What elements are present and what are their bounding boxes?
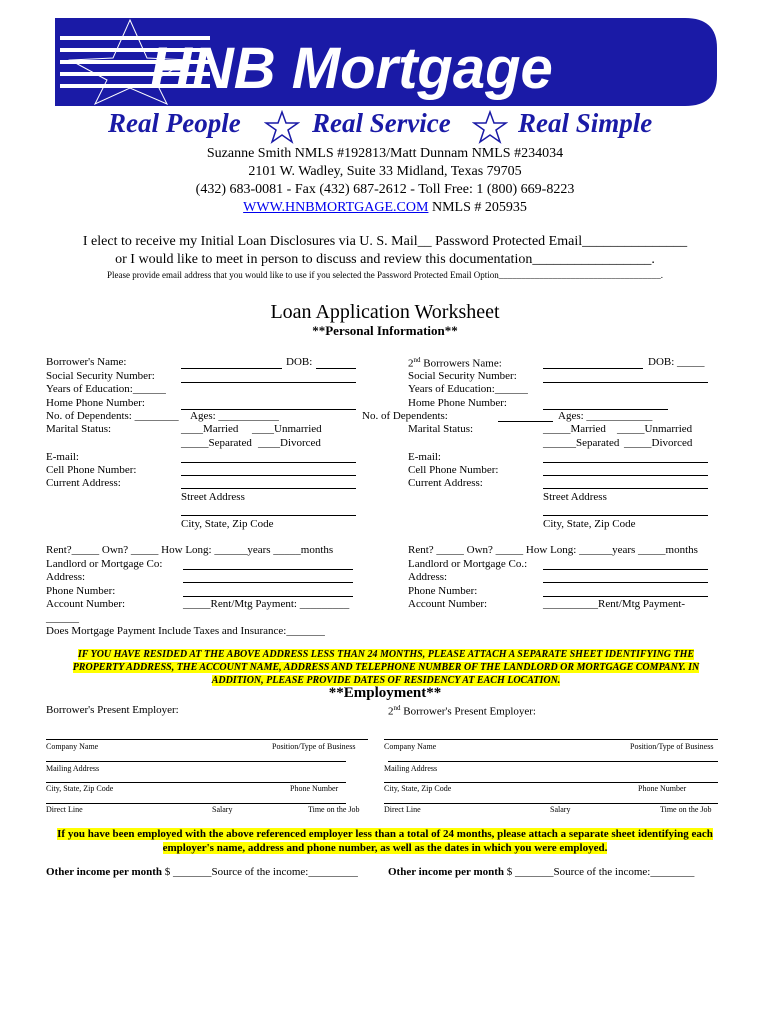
- b2-salary-label: Salary: [550, 805, 571, 814]
- b1-cell-field[interactable]: [181, 475, 356, 476]
- star-outline-icon: [472, 110, 508, 144]
- b2-dependents-field[interactable]: [498, 421, 553, 422]
- b2-cell-label: Cell Phone Number:: [408, 464, 499, 476]
- b2-mailing-label: Mailing Address: [384, 764, 438, 773]
- b1-time-label: Time on the Job: [308, 805, 360, 814]
- b2-employer-label: 2nd Borrower's Present Employer:: [388, 704, 536, 718]
- tagline-real-simple: Real Simple: [518, 108, 653, 138]
- b1-landlord-phone-label: Phone Number:: [46, 585, 116, 597]
- website-link[interactable]: WWW.HNBMORTGAGE.COM: [243, 200, 429, 215]
- b2-education-field[interactable]: Years of Education:______: [408, 383, 528, 395]
- b2-divorced-option[interactable]: _____Divorced: [624, 437, 693, 449]
- b1-landlord-label: Landlord or Mortgage Co:: [46, 558, 163, 570]
- b2-position-label: Position/Type of Business: [630, 742, 714, 751]
- website-line: [0, 200, 770, 216]
- b2-rent-own-line[interactable]: Rent? _____ Own? _____ How Long: ______years _____months: [408, 544, 698, 556]
- b1-city-field[interactable]: [181, 515, 356, 516]
- b1-address-label: Current Address:: [46, 477, 121, 489]
- b1-city-label: City, State, Zip Code: [181, 518, 274, 530]
- b1-mailing-field[interactable]: [46, 761, 346, 762]
- b1-email-label: E-mail:: [46, 451, 79, 463]
- b2-dob-field[interactable]: DOB: _____: [648, 356, 705, 368]
- b2-email-label: E-mail:: [408, 451, 441, 463]
- b2-direct-label: Direct Line: [384, 805, 421, 814]
- phone-numbers: (432) 683-0081 - Fax (432) 687-2612 - Toll Free: 1 (800) 669-8223: [195, 182, 575, 197]
- employment-warning: If you have been employed with the above referenced employer less than a total of 24 months, please attach a separate sheet identifying each employer's name, address and phone number, as well as the dates in which you were employed.: [57, 828, 713, 854]
- b1-landlord-address-field[interactable]: [183, 582, 353, 583]
- b2-direct-field[interactable]: [384, 803, 718, 804]
- company-nmls: NMLS # 205935: [428, 200, 527, 215]
- b1-address-field[interactable]: [181, 488, 356, 489]
- taxes-insurance-question[interactable]: Does Mortgage Payment Include Taxes and Insurance:_______: [46, 625, 325, 637]
- employment-heading: **Employment**: [328, 685, 442, 701]
- b1-other-income[interactable]: Other income per month $ _______Source of the income:_________: [46, 866, 358, 878]
- b1-unmarried-option[interactable]: ____Unmarried: [252, 423, 322, 435]
- b2-mailing-field[interactable]: [388, 761, 718, 762]
- b1-name-field[interactable]: [181, 368, 282, 369]
- b2-city-field[interactable]: [543, 515, 708, 516]
- disclosure-email-note[interactable]: Please provide email address that you would like to use if you selected the Password Protected Email Option____________________________________.: [107, 270, 663, 280]
- b2-married-option[interactable]: _____Married: [543, 423, 606, 435]
- b1-street-label: Street Address: [181, 491, 245, 503]
- b2-payment-overflow[interactable]: ______: [46, 612, 79, 624]
- b2-payment-field[interactable]: __________Rent/Mtg Payment-: [543, 598, 686, 610]
- b2-separated-option[interactable]: ______Separated: [543, 437, 620, 449]
- b2-landlord-phone-field[interactable]: [543, 596, 708, 597]
- b1-position-label: Position/Type of Business: [272, 742, 356, 751]
- b2-marital-label: Marital Status:: [408, 423, 474, 435]
- b1-direct-field[interactable]: [46, 803, 346, 804]
- worksheet-title: Loan Application Worksheet: [270, 301, 500, 323]
- b2-phone-label: Phone Number: [638, 784, 687, 793]
- b1-landlord-address-label: Address:: [46, 571, 86, 583]
- b1-rent-own-line[interactable]: Rent?_____ Own? _____ How Long: ______years _____months: [46, 544, 334, 556]
- b1-divorced-option[interactable]: ____Divorced: [258, 437, 321, 449]
- tagline-real-service: Real Service: [312, 108, 451, 138]
- b2-dependents-label: No. of Dependents:: [362, 410, 448, 422]
- b2-ages-field[interactable]: Ages: ____________: [558, 410, 653, 422]
- b1-marital-label: Marital Status:: [46, 423, 112, 435]
- residence-warning: IF YOU HAVE RESIDED AT THE ABOVE ADDRESS LESS THAN 24 MONTHS, PLEASE ATTACH A SEPARATE SHEET IDENTIFYING THE PROPERTY ADDRESS, THE ACCOUNT NAME, ADDRESS AND TELEPHONE NUMBER OF THE LANDLORD OR MORTGAGE COMPANY. IN ADDITION, PLEASE PROVIDE DATES OF RESIDENCY AT EACH LOCATION.: [72, 649, 700, 686]
- logo-brand-text: HNB Mortgage: [150, 36, 553, 101]
- b1-city-field[interactable]: [46, 782, 346, 783]
- b1-account-label: Account Number:: [46, 598, 126, 610]
- b1-ssn-field[interactable]: [181, 382, 356, 383]
- disclosure-option-line-2[interactable]: or I would like to meet in person to discuss and review this documentation_________________.: [115, 252, 655, 267]
- b2-landlord-phone-label: Phone Number:: [408, 585, 478, 597]
- b1-married-option[interactable]: ____Married: [181, 423, 239, 435]
- b1-direct-label: Direct Line: [46, 805, 83, 814]
- b2-email-field[interactable]: [543, 462, 708, 463]
- b2-company-field[interactable]: [384, 739, 718, 740]
- personal-info-heading: **Personal Information**: [312, 323, 458, 338]
- b2-city-field[interactable]: [384, 782, 718, 783]
- b1-name-label: Borrower's Name:: [46, 356, 127, 368]
- b1-education-field[interactable]: Years of Education:______: [46, 383, 166, 395]
- b2-landlord-address-label: Address:: [408, 571, 448, 583]
- office-address: 2101 W. Wadley, Suite 33 Midland, Texas 79705: [248, 164, 522, 179]
- b1-home-phone-label: Home Phone Number:: [46, 397, 145, 409]
- b2-address-field[interactable]: [543, 488, 708, 489]
- b1-salary-label: Salary: [212, 805, 233, 814]
- b2-city-state-label: City, State, Zip Code: [384, 784, 452, 793]
- b1-dob-field[interactable]: [316, 368, 356, 369]
- b2-cell-field[interactable]: [543, 475, 708, 476]
- b1-payment-field[interactable]: _____Rent/Mtg Payment: _________: [183, 598, 350, 610]
- b2-home-phone-label: Home Phone Number:: [408, 397, 507, 409]
- b2-street-label: Street Address: [543, 491, 607, 503]
- hnb-mortgage-logo: [55, 18, 717, 106]
- b1-separated-option[interactable]: _____Separated: [181, 437, 252, 449]
- b1-ages-field[interactable]: Ages: ___________: [190, 410, 279, 422]
- b2-landlord-field[interactable]: [543, 569, 708, 570]
- b2-ssn-field[interactable]: [543, 382, 708, 383]
- b1-mailing-label: Mailing Address: [46, 764, 100, 773]
- b1-dob-label: DOB:: [286, 356, 313, 368]
- tagline-real-people: Real People: [108, 108, 241, 138]
- b1-cell-label: Cell Phone Number:: [46, 464, 137, 476]
- b2-ssn-label: Social Security Number:: [408, 370, 517, 382]
- b2-landlord-address-field[interactable]: [543, 582, 708, 583]
- b2-city-label: City, State, Zip Code: [543, 518, 636, 530]
- b1-email-field[interactable]: [181, 462, 356, 463]
- disclosure-option-line-1[interactable]: I elect to receive my Initial Loan Disclosures via U. S. Mail__ Password Protected Email_______________: [82, 234, 688, 249]
- b2-address-label: Current Address:: [408, 477, 483, 489]
- b2-unmarried-option[interactable]: _____Unmarried: [617, 423, 693, 435]
- b1-dependents-field[interactable]: No. of Dependents: ________: [46, 410, 179, 422]
- loan-officer-names: Suzanne Smith NMLS #192813/Matt Dunnam NMLS #234034: [206, 146, 564, 161]
- b1-landlord-field[interactable]: [183, 569, 353, 570]
- b2-account-label: Account Number:: [408, 598, 488, 610]
- b2-other-income[interactable]: Other income per month $ _______Source of the income:________: [388, 866, 695, 878]
- star-outline-icon: [264, 110, 300, 144]
- b2-company-label: Company Name: [384, 742, 437, 751]
- b1-employer-label: Borrower's Present Employer:: [46, 704, 179, 716]
- b1-company-field[interactable]: [46, 739, 368, 740]
- b1-city-state-label: City, State, Zip Code: [46, 784, 114, 793]
- b2-landlord-label: Landlord or Mortgage Co.:: [408, 558, 528, 570]
- b1-landlord-phone-field[interactable]: [183, 596, 353, 597]
- b1-company-label: Company Name: [46, 742, 99, 751]
- b1-phone-label: Phone Number: [290, 784, 339, 793]
- b2-name-label: 2nd Borrowers Name:: [408, 356, 502, 370]
- b2-time-label: Time on the Job: [660, 805, 712, 814]
- b1-ssn-label: Social Security Number:: [46, 370, 155, 382]
- b2-name-field[interactable]: [543, 368, 643, 369]
